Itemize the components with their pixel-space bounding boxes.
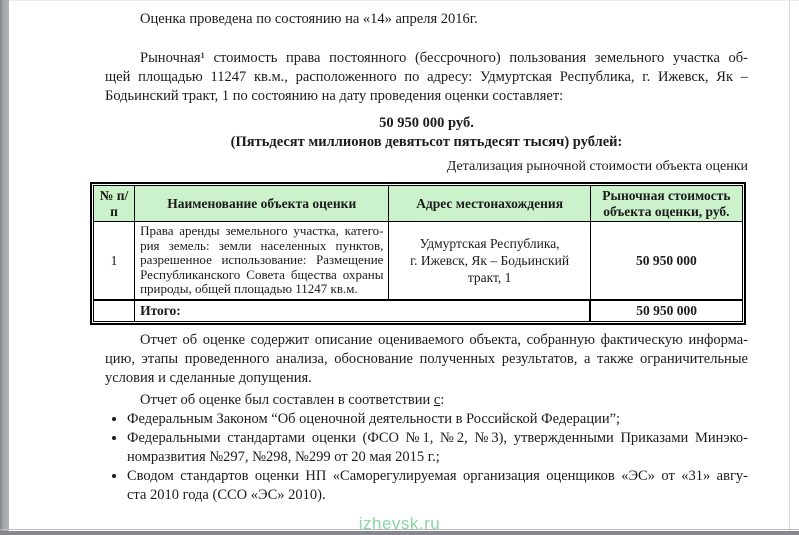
cell-address xyxy=(389,222,590,300)
paragraph-standards-intro xyxy=(105,391,748,410)
page-right-border xyxy=(789,0,790,535)
cell-line: рия земель: земли населенных пунктов, xyxy=(140,237,384,253)
intro-text: Отчет об оценке был составлен в соответствии xyxy=(140,391,434,408)
cell-line: Удмуртская Республика, xyxy=(419,235,560,251)
list-line: • Сводом стандартов оценки НП «Саморегулируемая организация оценщиков «ЭС» от «31» авгу- xyxy=(127,467,748,484)
header-object-name: Наименование объекта оценки xyxy=(135,186,389,222)
header-row-number: № п/п xyxy=(94,186,135,222)
list-item-sro-standards xyxy=(127,467,748,505)
valuation-table xyxy=(93,185,743,322)
amount-figure: 50 950 000 руб. xyxy=(379,115,474,131)
valuation-table-frame xyxy=(90,182,746,325)
cell-row-number: 1 xyxy=(94,222,135,300)
cell-line: г. Ижевск, Як – Бодьинский xyxy=(410,252,570,268)
standards-list xyxy=(105,410,748,505)
totals-label: Итого: xyxy=(135,300,591,322)
paragraph-valuation-date: Оценка проведена по состоянию на «14» апреля 2016г. xyxy=(140,11,478,27)
cell-line: разрешенное использование: Размещение xyxy=(140,252,384,267)
paragraph-line: Отчет об оценке содержит описание оцениваемого объекта, собранную фактическую информа- xyxy=(140,331,748,348)
list-line: номразвития №297, №298, №299 от 20 мая 2015 г.; xyxy=(127,448,440,465)
table-row xyxy=(94,222,743,300)
header-market-value: Рыночная стоимость объекта оценки, руб. xyxy=(590,186,742,222)
totals-value: 50 950 000 xyxy=(590,300,742,322)
cell-line: Права аренды земельного участка, катего- xyxy=(140,223,384,238)
paragraph-line: Бодьинский тракт, 1 по состоянию на дату проведения оценки составляет: xyxy=(105,88,564,104)
list-item-fso-standards xyxy=(127,429,748,467)
intro-colon: : xyxy=(440,391,445,408)
table-caption: Детализация рыночной стоимости объекта оценки xyxy=(446,159,748,174)
document-body xyxy=(99,0,748,505)
cell-object-name xyxy=(135,222,389,300)
paragraph-report-contents xyxy=(105,331,748,388)
cell-line: Республиканского Совета бщества охраны xyxy=(140,266,384,282)
paragraph-line: цию, этапы проведенного анализа, обоснование полученных результатов, а также ограничительные xyxy=(105,350,748,367)
intro-underlined-letter: с xyxy=(433,391,441,408)
header-address: Адрес местонахождения xyxy=(389,186,590,222)
list-item-federal-law xyxy=(127,410,748,429)
amount-block xyxy=(105,114,748,152)
totals-row xyxy=(94,300,743,322)
paragraph-line: условия и сделанные допущения. xyxy=(105,369,312,386)
list-line: • Федеральными стандартами оценки (ФСО №1, №2, №3), утвержденными Приказами Минэко- xyxy=(127,429,748,446)
list-line: • Федеральным Законом “Об оценочной деятельности в Российской Федерации”; xyxy=(127,410,621,427)
paragraph-market-value xyxy=(105,49,748,106)
amount-in-words: (Пятьдесят миллионов девятьсот пятьдесят тысяч) рублей: xyxy=(230,134,623,150)
cell-line: тракт, 1 xyxy=(467,269,512,285)
cell-market-value: 50 950 000 xyxy=(590,222,742,300)
paragraph-line: Рыночная¹ стоимость права постоянного (бессрочного) пользования земельного участка об- xyxy=(140,50,748,66)
watermark: izhevsk.ru xyxy=(358,514,441,533)
cell-line: природы, общей площадью 11247 кв.м. xyxy=(140,281,358,296)
page-left-edge xyxy=(0,0,9,535)
table-header-row xyxy=(94,186,743,222)
cell-empty xyxy=(94,300,135,322)
list-line: ста 2010 года (ССО «ЭС» 2010). xyxy=(127,486,326,503)
paragraph-line: щей площадью 11247 кв.м., расположенного по адресу: Удмуртская Республика, г. Ижевск, Як – xyxy=(105,69,748,85)
